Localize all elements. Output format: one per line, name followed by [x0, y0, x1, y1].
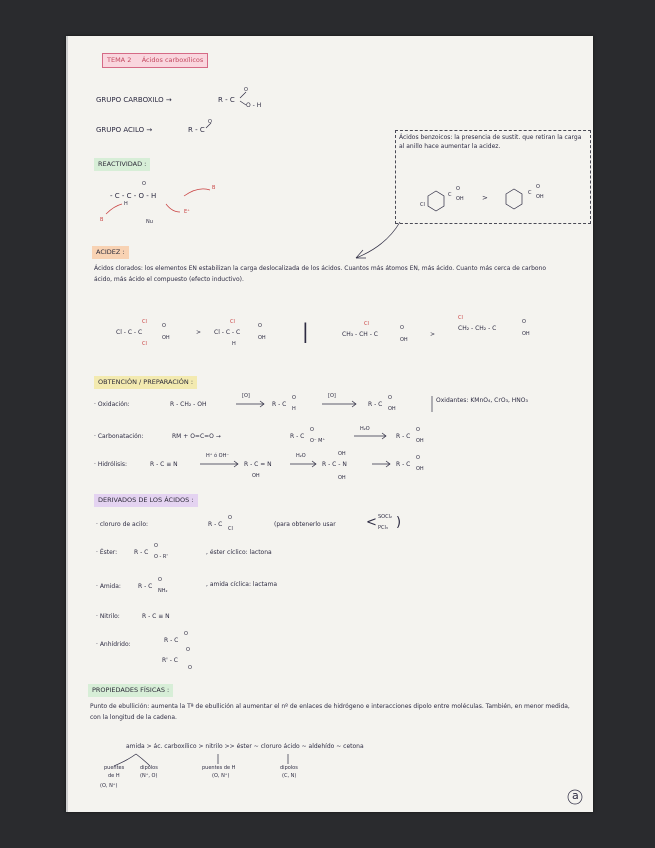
- amida-formula: R - C: [138, 583, 153, 590]
- anhidrido-mid: O: [186, 647, 190, 653]
- note-nitrilo-b: (C, N): [282, 773, 297, 779]
- note-amida-b: de H: [108, 773, 120, 779]
- derivados-heading: DERIVADOS DE LOS ÁCIDOS :: [94, 494, 198, 507]
- oxidacion-arrow1: [O]: [242, 393, 250, 399]
- oxidacion-r3-o: O: [388, 395, 392, 401]
- hydrolysis-arrow-2: [290, 461, 316, 467]
- acidez-ex1-o: O: [162, 323, 166, 329]
- hydrolysis-arrow-3: [372, 461, 390, 467]
- reactividad-arrow-left: [106, 204, 122, 214]
- subject-title: Ácidos carboxílicos: [141, 56, 204, 64]
- ester-label: · Éster:: [96, 549, 118, 556]
- oxidacion-r2: R - C: [272, 401, 287, 408]
- hydrolysis-arrow-1: [200, 461, 238, 467]
- acidez-ex4: CH₂ - CH₂ - C: [458, 325, 497, 332]
- acidez-ex3: CH₃ - CH - C: [342, 331, 378, 338]
- acidez-heading: ACIDEZ :: [92, 246, 129, 259]
- carboxilo-oh: O - H: [246, 102, 262, 109]
- reactividad-top-o: O: [142, 181, 146, 187]
- oxidation-arrow-2: [322, 401, 356, 407]
- reactividad-electrophile: E⁺: [184, 209, 190, 215]
- ester-formula: R - C: [134, 549, 149, 556]
- acidez-ex2-o: O: [258, 323, 262, 329]
- handwritten-strokes: [66, 36, 593, 812]
- note-branch-left: [114, 754, 136, 766]
- acidez-ex2: Cl - C - C: [214, 329, 241, 336]
- nitrilo-formula: R - C ≡ N: [142, 613, 170, 620]
- tema-label: TEMA 2: [107, 56, 132, 64]
- acidez-ex2-oh: OH: [258, 335, 266, 341]
- carbonatacion-p1: R - C: [290, 433, 305, 440]
- hidrolisis-r4: R - C: [396, 461, 411, 468]
- hidrolisis-r3: R - C - N: [322, 461, 347, 468]
- page-number-circle: [568, 790, 582, 804]
- cloruro-paren-close: ): [396, 515, 402, 530]
- benzene-ring-a: [428, 191, 444, 211]
- acidez-ex1-cl-bottom: Cl: [142, 341, 147, 347]
- note-acido-b: (O, N⁺): [212, 773, 230, 779]
- amida-nh2: NH₂: [158, 588, 168, 594]
- carboxilo-o: O: [244, 87, 248, 93]
- benzoic-oh-a: OH: [456, 196, 464, 202]
- acidez-ex2-h: H: [232, 341, 236, 347]
- benzoic-oh-b: OH: [536, 194, 544, 200]
- note-amida-a: puentes: [104, 765, 125, 771]
- note-acido-a: puentes de H: [202, 765, 236, 771]
- amida-o: O: [158, 577, 162, 583]
- acidez-ex4-o: O: [522, 319, 526, 325]
- note-amida-c: (O, N⁺): [100, 783, 118, 789]
- cloruro-reagent-socl2: SOCl₂: [378, 514, 392, 520]
- cloruro-o: O: [228, 515, 232, 521]
- cloruro-bracket: <: [366, 515, 377, 530]
- oxidacion-r2-o: O: [292, 395, 296, 401]
- reactividad-arrow-right: [184, 189, 210, 196]
- nitrilo-label: · Nitrilo:: [96, 613, 120, 620]
- oxidacion-r2-h: H: [292, 406, 296, 412]
- oxidacion-label: · Oxidación:: [94, 401, 130, 408]
- hidrolisis-r4-o: O: [416, 455, 420, 461]
- ester-o: O: [154, 543, 158, 549]
- reactividad-nu: Nu: [146, 219, 153, 225]
- acidez-ex1-cl-top: Cl: [142, 319, 147, 325]
- acidez-divider: |: [302, 319, 309, 343]
- acidez-ex1-oh: OH: [162, 335, 170, 341]
- benzoic-text: Ácidos benzoicos: la presencia de sustit. que retiran la carga al anillo hace aumentar la acidez.: [399, 134, 582, 150]
- carboxilo-bond-up: [240, 92, 246, 98]
- boiling-order: amida > ác. carboxílico > nitrilo >> éster ~ cloruro ácido ~ aldehído ~ cetona: [126, 743, 364, 750]
- acilo-label: GRUPO ACILO →: [96, 126, 153, 134]
- cloruro-formula: R - C: [208, 521, 223, 528]
- hidrolisis-r1: R - C ≡ N: [150, 461, 178, 468]
- carboxilo-bond-down: [240, 101, 246, 105]
- reactividad-heading: REACTIVIDAD :: [94, 158, 150, 171]
- carboxilo-formula: R - C: [218, 96, 235, 104]
- hidrolisis-r4-oh: OH: [416, 466, 424, 472]
- carboxilo-label: GRUPO CARBOXILO →: [96, 96, 172, 104]
- carbonatacion-p2-oh: OH: [416, 438, 424, 444]
- benzoic-c-a: C: [448, 192, 452, 198]
- anhidrido-bottom: R' - C: [162, 657, 178, 664]
- acidez-gt2: >: [430, 331, 436, 338]
- hidrolisis-r2-oh: OH: [252, 473, 260, 479]
- carbonation-arrow: [354, 433, 386, 439]
- hidrolisis-r3-oh-top: OH: [338, 451, 346, 457]
- acidez-ex1: Cl - C - C: [116, 329, 143, 336]
- reactividad-b-right: B: [212, 185, 216, 191]
- carbonatacion-eq: RM + O=C=O →: [172, 433, 221, 440]
- anhidrido-top: R - C: [164, 637, 179, 644]
- anhidrido-label: · Anhídrido:: [96, 641, 131, 648]
- carbonatacion-p2: R - C: [396, 433, 411, 440]
- note-amida-dipolos: dipolos: [140, 765, 158, 771]
- acidez-ex4-oh: OH: [522, 331, 530, 337]
- hidrolisis-r2: R - C = N: [244, 461, 272, 468]
- carbonatacion-label: · Carbonatación:: [94, 433, 144, 440]
- carbonatacion-p1-o: O: [310, 427, 314, 433]
- benzoic-cl: Cl: [420, 202, 425, 208]
- notebook-page: [66, 36, 593, 812]
- sidebox-link-arrow: [356, 222, 400, 258]
- hidrolisis-r3-oh-bottom: OH: [338, 475, 346, 481]
- benzoic-c-b: C: [528, 190, 532, 196]
- acidez-ex3-oh: OH: [400, 337, 408, 343]
- cloruro-label: · cloruro de acilo:: [96, 521, 149, 528]
- cloruro-reagent-pcl3: PCl₃: [378, 525, 388, 531]
- cloruro-cl: Cl: [228, 526, 233, 532]
- oxidacion-r3-oh: OH: [388, 406, 396, 412]
- acidez-ex4-cl: Cl: [458, 315, 463, 321]
- note-branch-right: [136, 754, 150, 766]
- benzene-ring-b: [506, 189, 522, 209]
- reactividad-h: H: [124, 201, 128, 207]
- anhidrido-o1: O: [184, 631, 188, 637]
- note-nitrilo-a: dipolos: [280, 765, 298, 771]
- carbonatacion-p2-o: O: [416, 427, 420, 433]
- carbonatacion-p1-sub: O⁻ M⁺: [310, 438, 326, 444]
- benzoic-o-a: O: [456, 186, 460, 192]
- reactividad-b-left: B: [100, 217, 104, 223]
- hidrolisis-label: · Hidrólisis:: [94, 461, 128, 468]
- obtencion-heading: OBTENCIÓN / PREPARACIÓN :: [94, 376, 197, 389]
- reactividad-arrow-e: [166, 204, 180, 212]
- reactividad-formula: - C - C - O - H: [110, 192, 157, 200]
- propiedades-text: Punto de ebullición: aumenta la Tª de ebullición al aumentar el nº de enlaces de hidrógeno e interacciones dipolo entre moléculas. También, en menor medida, con la longitud de la cadena.: [90, 703, 570, 721]
- benzoic-compare: >: [482, 194, 488, 202]
- acidez-gt1: >: [196, 329, 202, 336]
- acilo-formula: R - C: [188, 126, 205, 134]
- benzoic-o-b: O: [536, 184, 540, 190]
- acidez-ex2-cl-top: Cl: [230, 319, 235, 325]
- hidrolisis-reagent: H⁺ ó OH⁻: [206, 453, 229, 459]
- acidez-text: Ácidos clorados: los elementos EN estabilizan la carga deslocalizada de los ácidos. Cuantos más átomos EN, más ácido. Cuanto más cerca de carbono ácido, más ácido el compuesto (efecto inductivo).: [94, 265, 547, 283]
- propiedades-heading: PROPIEDADES FÍSICAS :: [88, 684, 173, 697]
- acilo-o: O: [208, 119, 212, 125]
- note-amida-dipolos-b: (N⁺, O): [140, 773, 158, 779]
- oxidacion-r3: R - C: [368, 401, 383, 408]
- hidrolisis-h2o: H₂O: [296, 453, 306, 459]
- anhidrido-o2: O: [188, 665, 192, 671]
- carbonatacion-h2o: H₂O: [360, 426, 370, 432]
- oxidacion-arrow2: [O]: [328, 393, 336, 399]
- oxidantes-note: Oxidantes: KMnO₄, CrO₃, HNO₃: [436, 397, 528, 404]
- page-number: a: [572, 789, 579, 802]
- amida-note: , amida cíclica: lactama: [206, 581, 278, 588]
- cloruro-note: (para obtenerlo usar: [274, 521, 336, 528]
- ester-sub: O - R': [154, 554, 168, 560]
- oxidation-arrow-1: [236, 401, 264, 407]
- amida-label: · Amida:: [96, 583, 121, 590]
- acilo-bond: [206, 123, 211, 128]
- ester-note: , éster cíclico: lactona: [206, 549, 272, 556]
- acidez-ex3-cl: Cl: [364, 321, 369, 327]
- oxidacion-r1: R - CH₂ - OH: [170, 401, 207, 408]
- acidez-ex3-o: O: [400, 325, 404, 331]
